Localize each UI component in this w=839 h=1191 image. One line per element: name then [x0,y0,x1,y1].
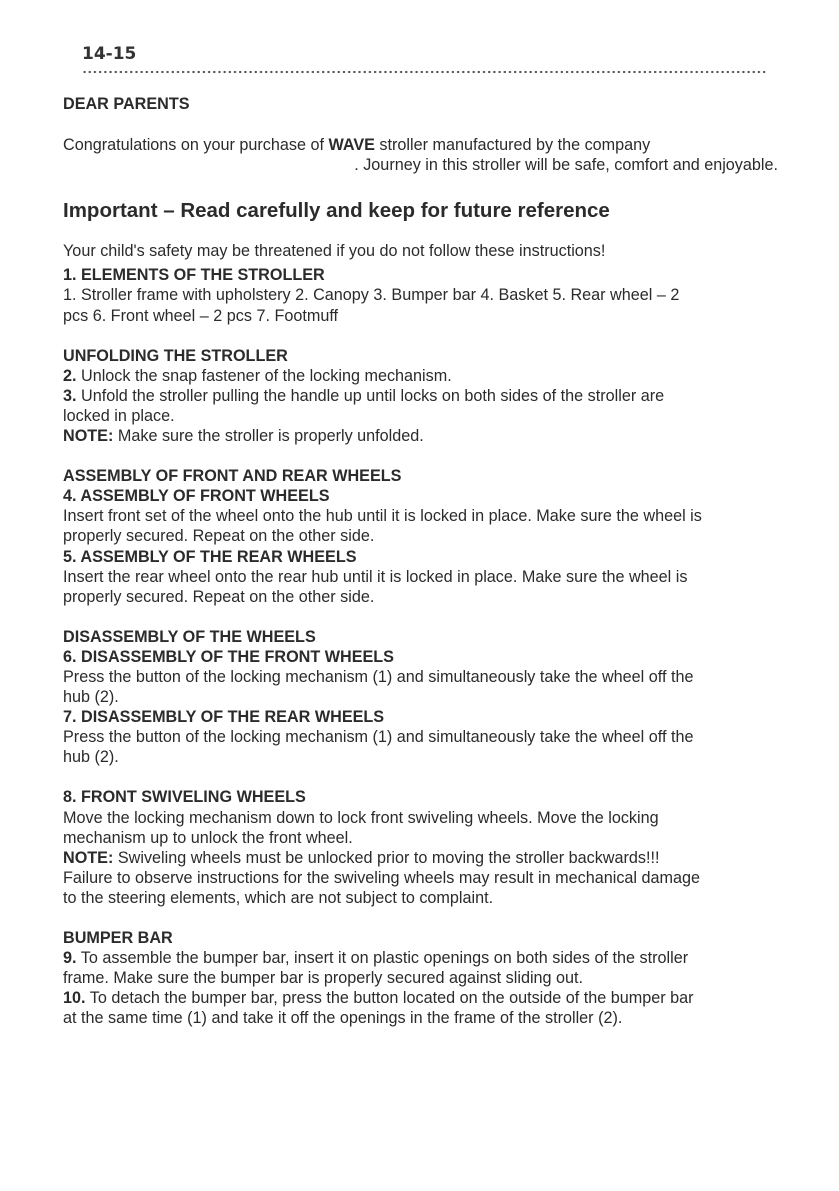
dotted-divider [82,70,768,74]
unfolding-step-2: 2. Unlock the snap fastener of the locking mechanism. [63,366,452,385]
assembly-rear-line-2: properly secured. Repeat on the other side. [63,587,375,606]
bumper-step-10: 10. To detach the bumper bar, press the button located on the outside of the bumper bar [63,989,694,1008]
assembly-rear-line-1: Insert the rear wheel onto the rear hub until it is locked in place. Make sure the wheel is [63,567,688,586]
intro-line-1: Congratulations on your purchase of WAVE stroller manufactured by the company [63,136,651,155]
safety-warning: Your child's safety may be threatened if you do not follow these instructions! [63,242,606,261]
disassembly-front-line-1: Press the button of the locking mechanism (1) and simultaneously take the wheel off the [63,667,694,686]
disassembly-front-line-2: hub (2). [63,688,119,707]
manual-content [63,94,781,1028]
elements-line-1: 1. Stroller frame with upholstery 2. Canopy 3. Bumper bar 4. Basket 5. Rear wheel – 2 [63,286,680,305]
bumper-step-10-cont: at the same time (1) and take it off the openings in the frame of the stroller (2). [63,1009,623,1028]
assembly-rear-heading: 5. ASSEMBLY OF THE REAR WHEELS [63,547,357,566]
disassembly-rear-heading: 7. DISASSEMBLY OF THE REAR WHEELS [63,708,385,727]
dear-parents-heading: DEAR PARENTS [63,95,190,113]
swiveling-heading: 8. FRONT SWIVELING WHEELS [63,788,306,807]
assembly-front-line-1: Insert front set of the wheel onto the hub until it is locked in place. Make sure the wheel is [63,507,702,526]
bumper-step-9-cont: frame. Make sure the bumper bar is properly secured against sliding out. [63,969,584,988]
intro-line-2: . Journey in this stroller will be safe, comfort and enjoyable. [354,156,778,175]
bumper-step-9: 9. To assemble the bumper bar, insert it on plastic openings on both sides of the stroller [63,949,689,968]
brand-name: WAVE [328,136,375,155]
disassembly-front-heading: 6. DISASSEMBLY OF THE FRONT WHEELS [63,647,394,666]
assembly-front-heading: 4. ASSEMBLY OF FRONT WHEELS [63,487,330,506]
unfolding-step-3: 3. Unfold the stroller pulling the handle up until locks on both sides of the stroller are [63,386,665,405]
assembly-heading: ASSEMBLY OF FRONT AND REAR WHEELS [63,467,402,486]
swiveling-line-2: mechanism up to unlock the front wheel. [63,828,353,847]
disassembly-heading: DISASSEMBLY OF THE WHEELS [63,627,316,646]
elements-heading: 1. ELEMENTS OF THE STROLLER [63,266,325,285]
disassembly-rear-line-1: Press the button of the locking mechanism (1) and simultaneously take the wheel off the [63,728,694,747]
disassembly-rear-line-2: hub (2). [63,748,119,767]
swiveling-line-4: Failure to observe instructions for the swiveling wheels may result in mechanical damage [63,868,701,887]
bumper-heading: BUMPER BAR [63,929,173,947]
page-number: 14-15 [82,44,137,64]
important-title: Important – Read carefully and keep for future reference [63,199,610,223]
swiveling-note: NOTE: Swiveling wheels must be unlocked prior to moving the stroller backwards!!! [63,848,660,867]
unfolding-note: NOTE: Make sure the stroller is properly unfolded. [63,427,424,446]
elements-line-2: pcs 6. Front wheel – 2 pcs 7. Footmuff [63,306,339,325]
assembly-front-line-2: properly secured. Repeat on the other side. [63,527,375,546]
swiveling-line-1: Move the locking mechanism down to lock front swiveling wheels. Move the locking [63,808,659,827]
unfolding-step-3-cont: locked in place. [63,406,175,425]
swiveling-line-5: to the steering elements, which are not subject to complaint. [63,888,494,907]
unfolding-heading: UNFOLDING THE STROLLER [63,346,288,365]
